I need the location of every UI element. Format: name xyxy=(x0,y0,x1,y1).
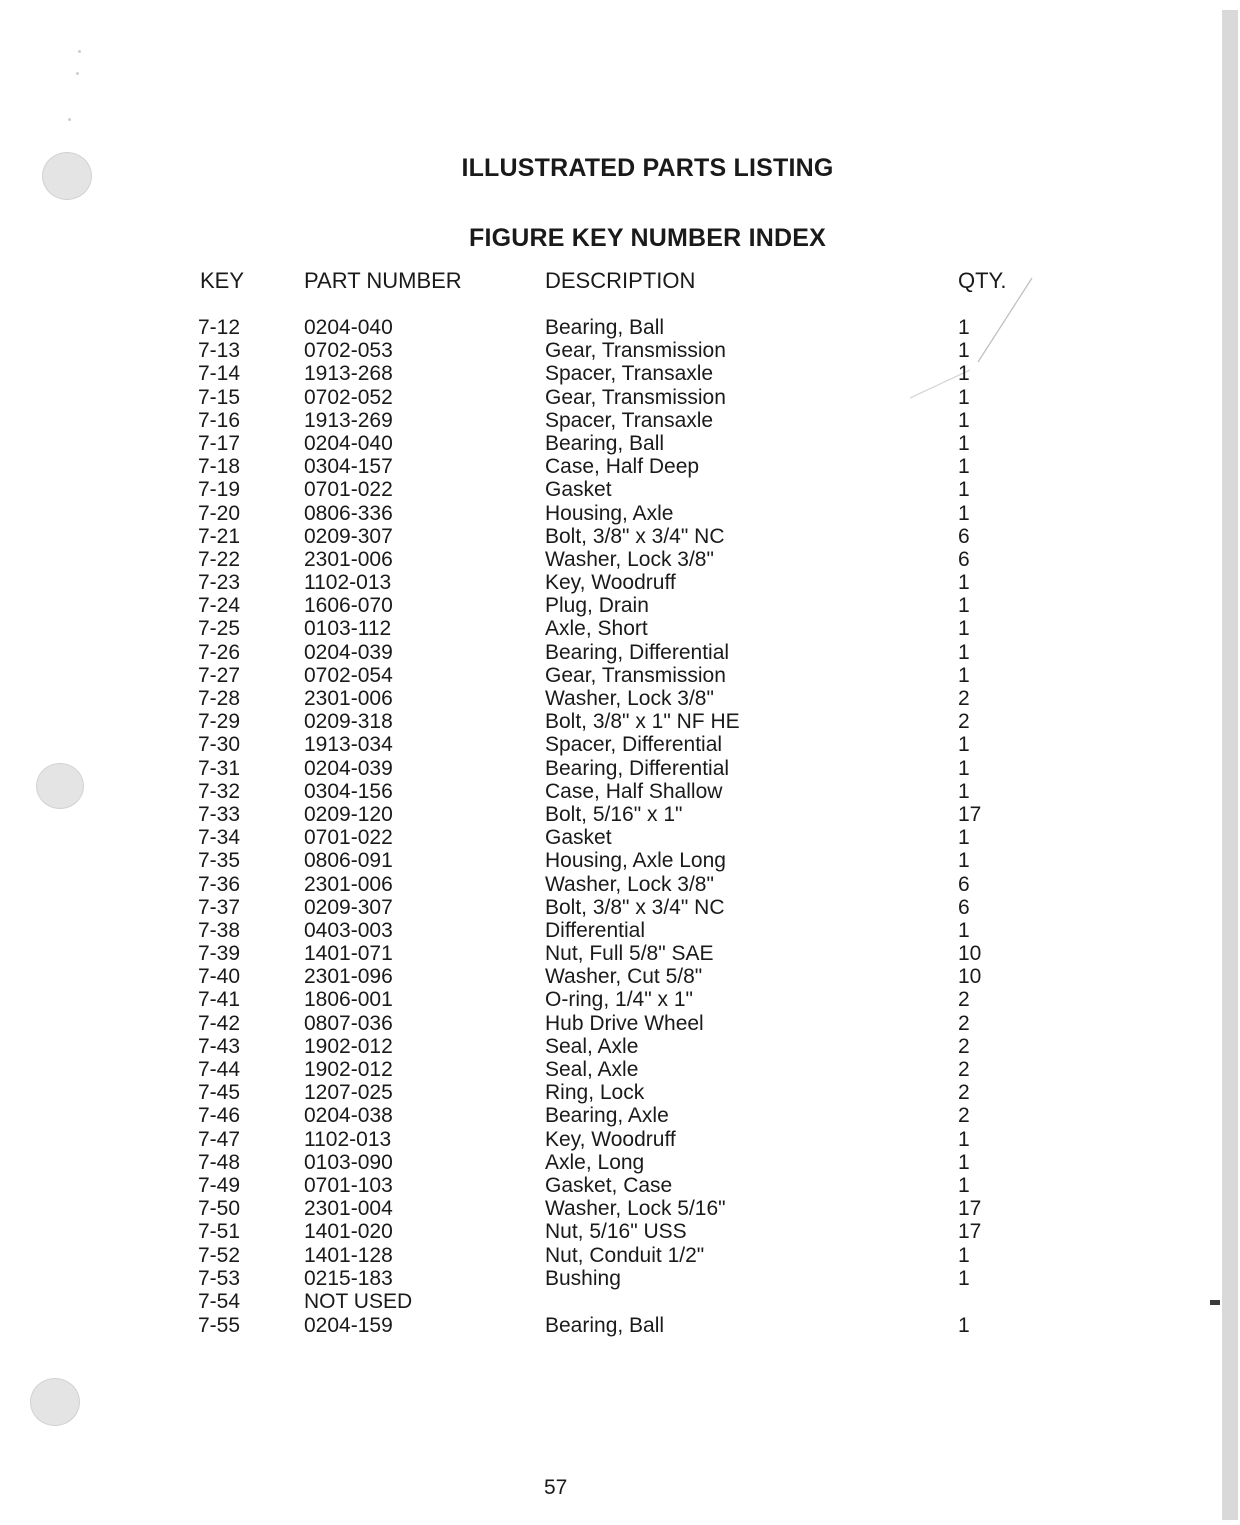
table-row xyxy=(198,339,1018,362)
key-cell: 7-47 xyxy=(198,1127,241,1151)
part-number-cell: 0702-054 xyxy=(304,663,393,687)
table-row xyxy=(198,478,1018,501)
key-cell: 7-31 xyxy=(198,756,241,780)
part-number-cell: 1806-001 xyxy=(304,988,393,1012)
table-row xyxy=(198,617,1018,640)
part-number-cell: 0701-103 xyxy=(304,1173,393,1197)
description-cell: Hub Drive Wheel xyxy=(545,1011,704,1035)
description-cell: Bolt, 3/8" x 3/4" NC xyxy=(545,524,725,548)
key-cell: 7-27 xyxy=(198,663,241,687)
part-number-cell: 2301-096 xyxy=(304,965,393,989)
description-cell: Seal, Axle xyxy=(545,1034,639,1058)
key-cell: 7-40 xyxy=(198,965,241,989)
qty-cell: 1 xyxy=(958,316,970,339)
qty-cell: 1 xyxy=(958,779,970,803)
description-cell: Gear, Transmission xyxy=(545,339,726,363)
part-number-cell: NOT USED xyxy=(304,1289,413,1313)
key-cell: 7-23 xyxy=(198,571,241,595)
qty-cell: 10 xyxy=(958,965,982,989)
qty-cell: 1 xyxy=(958,756,970,780)
key-cell: 7-18 xyxy=(198,455,241,479)
table-row xyxy=(198,664,1018,687)
qty-cell: 1 xyxy=(958,362,970,386)
part-number-cell: 0209-307 xyxy=(304,524,393,548)
key-cell: 7-30 xyxy=(198,733,241,757)
qty-cell: 1 xyxy=(958,339,970,363)
description-cell: Bearing, Axle xyxy=(545,1104,669,1128)
description-cell: Key, Woodruff xyxy=(545,1127,676,1151)
description-cell: Seal, Axle xyxy=(545,1058,639,1081)
page-subtitle: FIGURE KEY NUMBER INDEX xyxy=(469,224,826,252)
qty-cell: 2 xyxy=(958,1058,970,1081)
qty-cell: 1 xyxy=(958,1314,970,1338)
qty-cell: 2 xyxy=(958,1081,970,1105)
part-number-cell: 0403-003 xyxy=(304,918,393,942)
parts-table xyxy=(198,316,1018,1337)
part-number-cell: 0204-039 xyxy=(304,756,393,780)
description-cell: Plug, Drain xyxy=(545,594,649,618)
part-number-cell: 1401-020 xyxy=(304,1220,393,1244)
key-cell: 7-24 xyxy=(198,594,241,618)
qty-cell: 2 xyxy=(958,1011,970,1035)
scan-speck xyxy=(68,118,71,121)
table-row xyxy=(198,1104,1018,1127)
description-cell: Housing, Axle xyxy=(545,501,674,525)
description-cell: Housing, Axle Long xyxy=(545,849,726,873)
part-number-cell: 0806-091 xyxy=(304,849,393,873)
description-cell: Bearing, Ball xyxy=(545,1314,665,1338)
table-row xyxy=(198,919,1018,942)
description-cell: Case, Half Deep xyxy=(545,455,700,479)
key-cell: 7-44 xyxy=(198,1058,241,1081)
table-row xyxy=(198,455,1018,478)
part-number-cell: 1606-070 xyxy=(304,594,393,618)
key-cell: 7-25 xyxy=(198,617,241,641)
key-cell: 7-32 xyxy=(198,779,241,803)
part-number-cell: 0701-022 xyxy=(304,478,393,502)
key-cell: 7-54 xyxy=(198,1289,241,1313)
key-cell: 7-20 xyxy=(198,501,241,525)
part-number-cell: 1102-013 xyxy=(304,571,392,595)
key-cell: 7-13 xyxy=(198,339,241,363)
table-row xyxy=(198,1174,1018,1197)
part-number-cell: 1401-071 xyxy=(304,942,393,966)
part-number-cell: 1102-013 xyxy=(304,1127,392,1151)
key-cell: 7-52 xyxy=(198,1243,241,1267)
part-number-cell: 0209-307 xyxy=(304,895,393,919)
table-row xyxy=(198,1128,1018,1151)
qty-cell: 1 xyxy=(958,826,970,850)
part-number-cell: 0702-053 xyxy=(304,339,393,363)
table-row xyxy=(198,316,1018,339)
qty-cell: 6 xyxy=(958,872,970,896)
description-cell: Gasket xyxy=(545,478,612,502)
description-cell: Spacer, Transaxle xyxy=(545,408,714,432)
qty-cell: 1 xyxy=(958,478,970,502)
key-cell: 7-39 xyxy=(198,942,241,966)
qty-cell: 1 xyxy=(958,1173,970,1197)
part-number-cell: 0701-022 xyxy=(304,826,393,850)
part-number-cell: 2301-006 xyxy=(304,687,393,710)
key-cell: 7-37 xyxy=(198,895,241,919)
description-cell: Washer, Lock 3/8" xyxy=(545,872,714,896)
table-row xyxy=(198,432,1018,455)
page-number: 57 xyxy=(544,1476,568,1499)
key-cell: 7-26 xyxy=(198,640,241,664)
punch-hole-middle xyxy=(36,763,84,809)
table-row xyxy=(198,1012,1018,1035)
description-cell: Bearing, Differential xyxy=(545,756,730,780)
qty-cell: 1 xyxy=(958,1243,970,1267)
description-cell: Washer, Lock 3/8" xyxy=(545,687,714,710)
part-number-cell: 1913-269 xyxy=(304,408,393,432)
description-cell: Gear, Transmission xyxy=(545,663,726,687)
part-number-cell: 0103-090 xyxy=(304,1150,393,1174)
table-row xyxy=(198,525,1018,548)
qty-cell: 1 xyxy=(958,594,970,618)
key-cell: 7-17 xyxy=(198,431,241,455)
qty-cell: 17 xyxy=(958,1220,982,1244)
description-cell: Bushing xyxy=(545,1266,621,1290)
key-cell: 7-22 xyxy=(198,547,241,571)
table-row xyxy=(198,687,1018,710)
description-cell: Axle, Long xyxy=(545,1150,645,1174)
table-row xyxy=(198,942,1018,965)
table-row xyxy=(198,896,1018,919)
qty-cell: 6 xyxy=(958,524,970,548)
key-cell: 7-48 xyxy=(198,1150,241,1174)
table-row xyxy=(198,1220,1018,1243)
table-row xyxy=(198,594,1018,617)
part-number-cell: 0204-159 xyxy=(304,1314,393,1338)
key-cell: 7-28 xyxy=(198,687,241,710)
key-cell: 7-55 xyxy=(198,1314,241,1338)
description-cell: Axle, Short xyxy=(545,617,648,641)
part-number-cell: 0204-038 xyxy=(304,1104,393,1128)
scan-speck xyxy=(76,72,79,75)
qty-cell: 17 xyxy=(958,1197,982,1221)
key-cell: 7-16 xyxy=(198,408,241,432)
description-cell: Spacer, Differential xyxy=(545,733,723,757)
table-row xyxy=(198,780,1018,803)
part-number-cell: 2301-006 xyxy=(304,872,393,896)
header-qty: QTY. xyxy=(958,268,1007,293)
table-row xyxy=(198,409,1018,432)
table-row xyxy=(198,1314,1018,1337)
part-number-cell: 0806-336 xyxy=(304,501,393,525)
table-row xyxy=(198,1197,1018,1220)
key-cell: 7-51 xyxy=(198,1220,241,1244)
description-cell: Gasket xyxy=(545,826,612,850)
qty-cell: 17 xyxy=(958,802,982,826)
qty-cell: 1 xyxy=(958,733,970,757)
description-cell: Ring, Lock xyxy=(545,1081,645,1105)
description-cell: Bolt, 3/8" x 3/4" NC xyxy=(545,895,725,919)
part-number-cell: 0209-120 xyxy=(304,802,393,826)
table-row xyxy=(198,849,1018,872)
qty-cell: 6 xyxy=(958,895,970,919)
table-row xyxy=(198,386,1018,409)
part-number-cell: 0304-156 xyxy=(304,779,393,803)
scan-speck xyxy=(78,50,81,53)
table-row xyxy=(198,965,1018,988)
qty-cell: 1 xyxy=(958,617,970,641)
part-number-cell: 0304-157 xyxy=(304,455,393,479)
description-cell: Bearing, Ball xyxy=(545,431,665,455)
key-cell: 7-19 xyxy=(198,478,241,502)
qty-cell: 2 xyxy=(958,988,970,1012)
table-row xyxy=(198,641,1018,664)
part-number-cell: 1902-012 xyxy=(304,1058,393,1081)
description-cell: Washer, Cut 5/8" xyxy=(545,965,703,989)
qty-cell: 6 xyxy=(958,547,970,571)
table-row xyxy=(198,873,1018,896)
description-cell: Gear, Transmission xyxy=(545,385,726,409)
qty-cell: 10 xyxy=(958,942,982,966)
qty-cell: 1 xyxy=(958,431,970,455)
description-cell: Differential xyxy=(545,918,645,942)
description-cell: Bolt, 5/16" x 1" xyxy=(545,802,683,826)
key-cell: 7-43 xyxy=(198,1034,241,1058)
table-row xyxy=(198,1244,1018,1267)
key-cell: 7-34 xyxy=(198,826,241,850)
header-part-number: PART NUMBER xyxy=(304,268,462,293)
qty-cell: 1 xyxy=(958,501,970,525)
table-row xyxy=(198,1081,1018,1104)
punch-hole-bottom xyxy=(30,1378,80,1426)
key-cell: 7-29 xyxy=(198,710,241,734)
description-cell: Key, Woodruff xyxy=(545,571,676,595)
key-cell: 7-36 xyxy=(198,872,241,896)
qty-cell: 1 xyxy=(958,918,970,942)
description-cell: Washer, Lock 3/8" xyxy=(545,547,714,571)
part-number-cell: 0204-040 xyxy=(304,431,393,455)
header-description: DESCRIPTION xyxy=(545,268,696,293)
description-cell: Nut, Conduit 1/2" xyxy=(545,1243,705,1267)
part-number-cell: 0204-040 xyxy=(304,316,393,339)
description-cell: O-ring, 1/4" x 1" xyxy=(545,988,693,1012)
key-cell: 7-50 xyxy=(198,1197,241,1221)
qty-cell: 1 xyxy=(958,385,970,409)
part-number-cell: 1401-128 xyxy=(304,1243,393,1267)
qty-cell: 1 xyxy=(958,849,970,873)
part-number-cell: 1207-025 xyxy=(304,1081,393,1105)
part-number-cell: 0215-183 xyxy=(304,1266,393,1290)
part-number-cell: 0204-039 xyxy=(304,640,393,664)
key-cell: 7-45 xyxy=(198,1081,241,1105)
header-key: KEY xyxy=(200,268,245,293)
qty-cell: 1 xyxy=(958,1127,970,1151)
qty-cell: 2 xyxy=(958,687,970,710)
key-cell: 7-12 xyxy=(198,316,241,339)
part-number-cell: 0103-112 xyxy=(304,617,392,641)
part-number-cell: 0807-036 xyxy=(304,1011,393,1035)
qty-cell: 1 xyxy=(958,640,970,664)
page-title: ILLUSTRATED PARTS LISTING xyxy=(461,154,834,182)
description-cell: Bearing, Ball xyxy=(545,316,665,339)
description-cell: Bolt, 3/8" x 1" NF HE xyxy=(545,710,740,734)
description-cell: Bearing, Differential xyxy=(545,640,730,664)
qty-cell: 2 xyxy=(958,1104,970,1128)
table-row xyxy=(198,710,1018,733)
table-row xyxy=(198,803,1018,826)
description-cell: Washer, Lock 5/16" xyxy=(545,1197,726,1221)
description-cell: Nut, 5/16" USS xyxy=(545,1220,687,1244)
table-row xyxy=(198,1290,1018,1313)
table-row xyxy=(198,1035,1018,1058)
table-row xyxy=(198,1151,1018,1174)
part-number-cell: 1902-012 xyxy=(304,1034,393,1058)
part-number-cell: 0209-318 xyxy=(304,710,393,734)
scan-edge-mark xyxy=(1210,1300,1220,1305)
part-number-cell: 1913-034 xyxy=(304,733,393,757)
description-cell: Case, Half Shallow xyxy=(545,779,723,803)
key-cell: 7-49 xyxy=(198,1173,241,1197)
table-row xyxy=(198,502,1018,525)
table-row xyxy=(198,571,1018,594)
qty-cell: 1 xyxy=(958,1266,970,1290)
part-number-cell: 0702-052 xyxy=(304,385,393,409)
key-cell: 7-41 xyxy=(198,988,241,1012)
key-cell: 7-33 xyxy=(198,802,241,826)
part-number-cell: 2301-004 xyxy=(304,1197,393,1221)
table-row xyxy=(198,548,1018,571)
table-row xyxy=(198,1058,1018,1081)
part-number-cell: 2301-006 xyxy=(304,547,393,571)
table-row xyxy=(198,757,1018,780)
table-row xyxy=(198,362,1018,385)
table-row xyxy=(198,1267,1018,1290)
table-row xyxy=(198,826,1018,849)
key-cell: 7-15 xyxy=(198,385,241,409)
description-cell: Spacer, Transaxle xyxy=(545,362,714,386)
qty-cell: 1 xyxy=(958,1150,970,1174)
key-cell: 7-21 xyxy=(198,524,241,548)
qty-cell: 1 xyxy=(958,571,970,595)
key-cell: 7-35 xyxy=(198,849,241,873)
qty-cell: 1 xyxy=(958,408,970,432)
qty-cell: 2 xyxy=(958,710,970,734)
qty-cell: 1 xyxy=(958,455,970,479)
key-cell: 7-46 xyxy=(198,1104,241,1128)
table-row xyxy=(198,733,1018,756)
part-number-cell: 1913-268 xyxy=(304,362,393,386)
description-cell: Gasket, Case xyxy=(545,1173,673,1197)
description-cell: Nut, Full 5/8" SAE xyxy=(545,942,714,966)
key-cell: 7-53 xyxy=(198,1266,241,1290)
key-cell: 7-14 xyxy=(198,362,241,386)
key-cell: 7-38 xyxy=(198,918,241,942)
key-cell: 7-42 xyxy=(198,1011,241,1035)
qty-cell: 2 xyxy=(958,1034,970,1058)
qty-cell: 1 xyxy=(958,663,970,687)
table-row xyxy=(198,988,1018,1011)
